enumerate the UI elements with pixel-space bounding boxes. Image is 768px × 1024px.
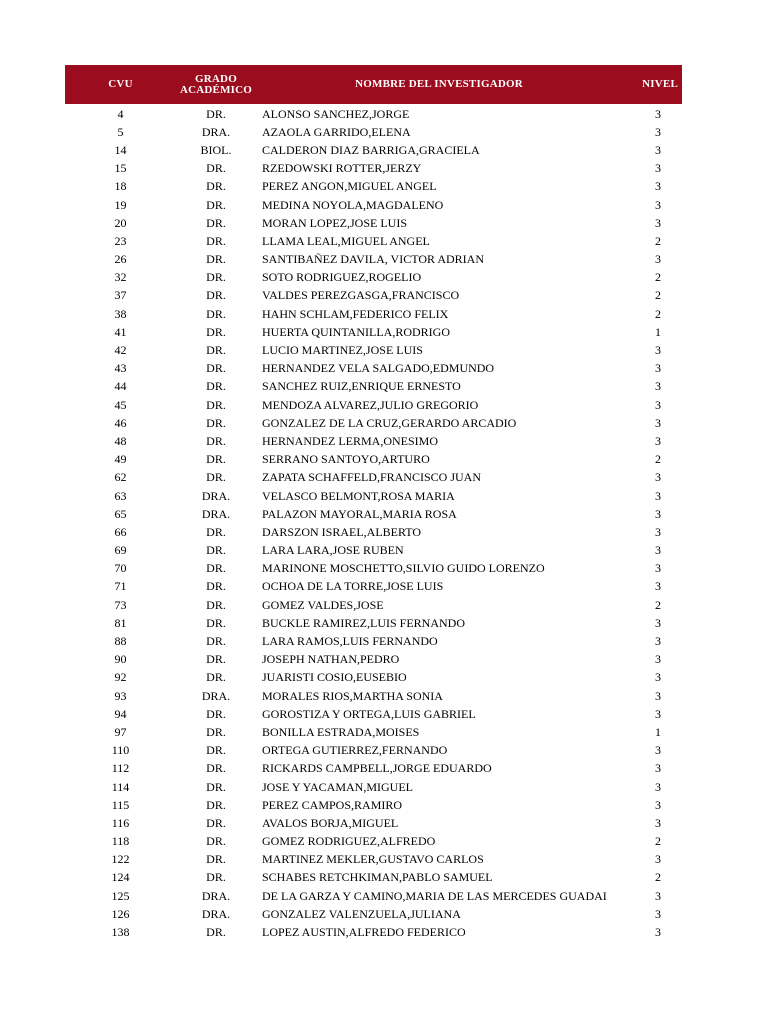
cell-nombre: JUARISTI COSIO,EUSEBIO xyxy=(262,670,407,685)
cell-nivel: 3 xyxy=(655,815,661,830)
cell-nivel: 3 xyxy=(655,906,661,921)
cell-grado: DR. xyxy=(206,597,226,612)
cell-grado: DR. xyxy=(206,452,226,467)
cell-grado: DR. xyxy=(206,161,226,176)
cell-nombre: ZAPATA SCHAFFELD,FRANCISCO JUAN xyxy=(262,470,481,485)
cell-nombre: LARA LARA,JOSE RUBEN xyxy=(262,543,404,558)
cell-cvu: 65 xyxy=(114,506,127,521)
cell-nivel: 3 xyxy=(655,561,661,576)
table-row xyxy=(65,596,682,614)
header-nivel: NIVEL xyxy=(642,78,678,90)
cell-nivel: 3 xyxy=(655,615,661,630)
cell-nombre: GOMEZ RODRIGUEZ,ALFREDO xyxy=(262,834,436,849)
cell-nombre: LUCIO MARTINEZ,JOSE LUIS xyxy=(262,343,423,358)
cell-nivel: 3 xyxy=(655,361,661,376)
table-row xyxy=(65,578,682,596)
cell-grado: DR. xyxy=(206,324,226,339)
table-row xyxy=(65,632,682,650)
header-cvu: CVU xyxy=(108,78,133,90)
cell-nombre: GONZALEZ VALENZUELA,JULIANA xyxy=(262,906,461,921)
table-row xyxy=(65,360,682,378)
table-body xyxy=(65,105,682,942)
cell-nombre: SANTIBAÑEZ DAVILA, VICTOR ADRIAN xyxy=(262,252,485,267)
cell-nivel: 3 xyxy=(655,852,661,867)
cell-nombre: GOROSTIZA Y ORTEGA,LUIS GABRIEL xyxy=(262,706,476,721)
cell-nivel: 3 xyxy=(655,252,661,267)
cell-nivel: 3 xyxy=(655,488,661,503)
cell-nombre: PEREZ ANGON,MIGUEL ANGEL xyxy=(262,179,437,194)
cell-nombre: RZEDOWSKI ROTTER,JERZY xyxy=(262,161,422,176)
table-row xyxy=(65,105,682,123)
cell-nivel: 3 xyxy=(655,179,661,194)
cell-nombre: SERRANO SANTOYO,ARTURO xyxy=(262,452,430,467)
table-row xyxy=(65,396,682,414)
researchers-table xyxy=(65,65,682,942)
cell-grado: BIOL. xyxy=(200,142,232,157)
cell-nivel: 2 xyxy=(655,870,661,885)
cell-nivel: 3 xyxy=(655,197,661,212)
cell-nombre: VELASCO BELMONT,ROSA MARIA xyxy=(262,488,455,503)
cell-nivel: 3 xyxy=(655,343,661,358)
cell-nivel: 2 xyxy=(655,306,661,321)
table-row xyxy=(65,178,682,196)
table-header xyxy=(65,65,682,104)
cell-grado: DR. xyxy=(206,524,226,539)
cell-cvu: 5 xyxy=(117,124,124,139)
table-row xyxy=(65,305,682,323)
table-row xyxy=(65,341,682,359)
table-row xyxy=(65,523,682,541)
cell-cvu: 46 xyxy=(114,415,127,430)
cell-nombre: AZAOLA GARRIDO,ELENA xyxy=(262,124,411,139)
cell-nivel: 2 xyxy=(655,270,661,285)
cell-nombre: GOMEZ VALDES,JOSE xyxy=(262,597,384,612)
table-row xyxy=(65,869,682,887)
cell-nombre: SCHABES RETCHKIMAN,PABLO SAMUEL xyxy=(262,870,493,885)
cell-nombre: LOPEZ AUSTIN,ALFREDO FEDERICO xyxy=(262,925,466,940)
cell-grado: DR. xyxy=(206,379,226,394)
table-row xyxy=(65,923,682,941)
cell-cvu: 118 xyxy=(111,834,130,849)
cell-grado: DR. xyxy=(206,925,226,940)
cell-nivel: 3 xyxy=(655,706,661,721)
table-row xyxy=(65,723,682,741)
cell-cvu: 49 xyxy=(114,452,127,467)
cell-nivel: 3 xyxy=(655,379,661,394)
cell-cvu: 43 xyxy=(114,361,127,376)
cell-nombre: PEREZ CAMPOS,RAMIRO xyxy=(262,797,403,812)
cell-grado: DR. xyxy=(206,433,226,448)
cell-nombre: HERNANDEZ VELA SALGADO,EDMUNDO xyxy=(262,361,495,376)
table-row xyxy=(65,833,682,851)
table-row xyxy=(65,323,682,341)
cell-cvu: 97 xyxy=(114,724,127,739)
cell-grado: DR. xyxy=(206,652,226,667)
cell-nivel: 2 xyxy=(655,452,661,467)
cell-cvu: 15 xyxy=(114,161,127,176)
cell-cvu: 14 xyxy=(114,142,127,157)
cell-cvu: 23 xyxy=(114,233,127,248)
cell-grado: DR. xyxy=(206,779,226,794)
table-row xyxy=(65,542,682,560)
cell-cvu: 81 xyxy=(114,615,127,630)
cell-cvu: 125 xyxy=(111,888,130,903)
cell-nombre: JOSEPH NATHAN,PEDRO xyxy=(262,652,400,667)
cell-cvu: 116 xyxy=(111,815,130,830)
table-row xyxy=(65,851,682,869)
cell-nivel: 3 xyxy=(655,579,661,594)
cell-nombre: HUERTA QUINTANILLA,RODRIGO xyxy=(262,324,451,339)
cell-grado: DR. xyxy=(206,615,226,630)
table-row xyxy=(65,214,682,232)
table-row xyxy=(65,487,682,505)
cell-grado: DR. xyxy=(206,579,226,594)
cell-cvu: 20 xyxy=(114,215,127,230)
cell-cvu: 38 xyxy=(114,306,127,321)
cell-grado: DR. xyxy=(206,870,226,885)
cell-nombre: JOSE Y YACAMAN,MIGUEL xyxy=(262,779,414,794)
cell-cvu: 42 xyxy=(114,343,127,358)
cell-cvu: 92 xyxy=(114,670,127,685)
cell-grado: DR. xyxy=(206,670,226,685)
cell-nombre: PALAZON MAYORAL,MARIA ROSA xyxy=(262,506,457,521)
cell-grado: DRA. xyxy=(201,488,231,503)
cell-nombre: SANCHEZ RUIZ,ENRIQUE ERNESTO xyxy=(262,379,461,394)
cell-cvu: 90 xyxy=(114,652,127,667)
cell-nivel: 1 xyxy=(655,724,661,739)
header-grado-line2: ACADÉMICO xyxy=(179,83,253,96)
table-row xyxy=(65,887,682,905)
cell-nombre: HAHN SCHLAM,FEDERICO FELIX xyxy=(262,306,449,321)
table-row xyxy=(65,232,682,250)
table-row xyxy=(65,251,682,269)
cell-cvu: 94 xyxy=(114,706,127,721)
cell-nombre: MARTINEZ MEKLER,GUSTAVO CARLOS xyxy=(262,852,484,867)
cell-grado: DR. xyxy=(206,288,226,303)
cell-cvu: 126 xyxy=(111,906,130,921)
cell-nivel: 3 xyxy=(655,433,661,448)
table-row xyxy=(65,469,682,487)
cell-nombre: BUCKLE RAMIREZ,LUIS FERNANDO xyxy=(262,615,466,630)
cell-cvu: 41 xyxy=(114,324,127,339)
cell-grado: DR. xyxy=(206,797,226,812)
cell-nombre: MARINONE MOSCHETTO,SILVIO GUIDO LORENZO xyxy=(262,561,545,576)
cell-nombre: ORTEGA GUTIERREZ,FERNANDO xyxy=(262,743,448,758)
cell-nombre: DARSZON ISRAEL,ALBERTO xyxy=(262,524,422,539)
table-row xyxy=(65,614,682,632)
cell-nivel: 3 xyxy=(655,925,661,940)
cell-nombre: OCHOA DE LA TORRE,JOSE LUIS xyxy=(262,579,444,594)
cell-cvu: 112 xyxy=(111,761,130,776)
cell-grado: DR. xyxy=(206,634,226,649)
cell-cvu: 122 xyxy=(111,852,130,867)
cell-nivel: 3 xyxy=(655,215,661,230)
cell-nombre: HERNANDEZ LERMA,ONESIMO xyxy=(262,433,438,448)
cell-grado: DRA. xyxy=(201,888,231,903)
cell-nombre: SOTO RODRIGUEZ,ROGELIO xyxy=(262,270,422,285)
cell-grado: DR. xyxy=(206,361,226,376)
cell-cvu: 69 xyxy=(114,543,127,558)
cell-nombre: DE LA GARZA Y CAMINO,MARIA DE LAS MERCEDES GUADAI xyxy=(262,888,607,903)
cell-cvu: 62 xyxy=(114,470,127,485)
cell-cvu: 88 xyxy=(114,634,127,649)
cell-nivel: 3 xyxy=(655,797,661,812)
cell-nivel: 3 xyxy=(655,142,661,157)
table-row xyxy=(65,269,682,287)
cell-nivel: 3 xyxy=(655,161,661,176)
table-row xyxy=(65,451,682,469)
cell-grado: DR. xyxy=(206,215,226,230)
header-grado-line1: GRADO xyxy=(195,72,237,85)
table-row xyxy=(65,814,682,832)
cell-cvu: 19 xyxy=(114,197,127,212)
cell-nombre: MORAN LOPEZ,JOSE LUIS xyxy=(262,215,408,230)
cell-nivel: 2 xyxy=(655,834,661,849)
cell-cvu: 110 xyxy=(111,743,130,758)
cell-grado: DR. xyxy=(206,415,226,430)
cell-cvu: 32 xyxy=(114,270,127,285)
cell-cvu: 48 xyxy=(114,433,127,448)
cell-nivel: 2 xyxy=(655,288,661,303)
header-grado xyxy=(176,74,256,96)
cell-nivel: 3 xyxy=(655,470,661,485)
cell-cvu: 93 xyxy=(114,688,127,703)
cell-grado: DRA. xyxy=(201,506,231,521)
cell-grado: DR. xyxy=(206,834,226,849)
cell-grado: DR. xyxy=(206,197,226,212)
cell-grado: DR. xyxy=(206,852,226,867)
table-row xyxy=(65,414,682,432)
table-row xyxy=(65,432,682,450)
cell-cvu: 4 xyxy=(117,106,124,121)
cell-nivel: 3 xyxy=(655,397,661,412)
cell-grado: DR. xyxy=(206,252,226,267)
cell-nombre: RICKARDS CAMPBELL,JORGE EDUARDO xyxy=(262,761,492,776)
table-row xyxy=(65,651,682,669)
cell-nombre: CALDERON DIAZ BARRIGA,GRACIELA xyxy=(262,142,480,157)
cell-cvu: 66 xyxy=(114,524,127,539)
cell-nivel: 2 xyxy=(655,233,661,248)
cell-grado: DRA. xyxy=(201,124,231,139)
table-row xyxy=(65,287,682,305)
cell-grado: DR. xyxy=(206,106,226,121)
cell-nivel: 3 xyxy=(655,506,661,521)
cell-grado: DR. xyxy=(206,179,226,194)
cell-cvu: 70 xyxy=(114,561,127,576)
cell-grado: DR. xyxy=(206,706,226,721)
cell-grado: DRA. xyxy=(201,688,231,703)
cell-nombre: LARA RAMOS,LUIS FERNANDO xyxy=(262,634,438,649)
cell-cvu: 63 xyxy=(114,488,127,503)
table-row xyxy=(65,760,682,778)
cell-grado: DR. xyxy=(206,561,226,576)
cell-grado: DR. xyxy=(206,233,226,248)
cell-cvu: 44 xyxy=(114,379,127,394)
table-row xyxy=(65,905,682,923)
cell-cvu: 114 xyxy=(111,779,130,794)
table-row xyxy=(65,778,682,796)
table-row xyxy=(65,669,682,687)
cell-nombre: MENDOZA ALVAREZ,JULIO GREGORIO xyxy=(262,397,479,412)
cell-grado: DR. xyxy=(206,815,226,830)
cell-cvu: 26 xyxy=(114,252,127,267)
cell-cvu: 37 xyxy=(114,288,127,303)
cell-nivel: 3 xyxy=(655,652,661,667)
table-row xyxy=(65,796,682,814)
cell-nombre: AVALOS BORJA,MIGUEL xyxy=(262,815,399,830)
cell-grado: DR. xyxy=(206,397,226,412)
table-row xyxy=(65,505,682,523)
cell-nombre: MORALES RIOS,MARTHA SONIA xyxy=(262,688,443,703)
cell-grado: DR. xyxy=(206,270,226,285)
cell-nivel: 3 xyxy=(655,743,661,758)
table-row xyxy=(65,196,682,214)
table-row xyxy=(65,705,682,723)
cell-grado: DR. xyxy=(206,743,226,758)
cell-cvu: 138 xyxy=(111,925,130,940)
cell-grado: DR. xyxy=(206,761,226,776)
cell-nivel: 3 xyxy=(655,670,661,685)
cell-nombre: ALONSO SANCHEZ,JORGE xyxy=(262,106,410,121)
cell-cvu: 71 xyxy=(114,579,127,594)
cell-grado: DRA. xyxy=(201,906,231,921)
table-row xyxy=(65,123,682,141)
cell-nombre: BONILLA ESTRADA,MOISES xyxy=(262,724,420,739)
cell-nivel: 3 xyxy=(655,688,661,703)
cell-cvu: 73 xyxy=(114,597,127,612)
cell-nivel: 3 xyxy=(655,524,661,539)
cell-nivel: 1 xyxy=(655,324,661,339)
cell-nivel: 3 xyxy=(655,634,661,649)
table-row xyxy=(65,742,682,760)
cell-nivel: 3 xyxy=(655,761,661,776)
table-row xyxy=(65,141,682,159)
table-row xyxy=(65,560,682,578)
cell-cvu: 18 xyxy=(114,179,127,194)
cell-cvu: 124 xyxy=(111,870,130,885)
cell-nivel: 3 xyxy=(655,543,661,558)
cell-nivel: 3 xyxy=(655,415,661,430)
cell-nivel: 2 xyxy=(655,597,661,612)
cell-nivel: 3 xyxy=(655,124,661,139)
table-row xyxy=(65,160,682,178)
cell-grado: DR. xyxy=(206,306,226,321)
cell-nivel: 3 xyxy=(655,106,661,121)
cell-grado: DR. xyxy=(206,343,226,358)
cell-grado: DR. xyxy=(206,724,226,739)
table-row xyxy=(65,687,682,705)
header-nombre: NOMBRE DEL INVESTIGADOR xyxy=(355,78,523,90)
table-row xyxy=(65,378,682,396)
cell-nivel: 3 xyxy=(655,779,661,794)
cell-nombre: GONZALEZ DE LA CRUZ,GERARDO ARCADIO xyxy=(262,415,517,430)
cell-cvu: 45 xyxy=(114,397,127,412)
cell-nivel: 3 xyxy=(655,888,661,903)
cell-grado: DR. xyxy=(206,543,226,558)
cell-nombre: LLAMA LEAL,MIGUEL ANGEL xyxy=(262,233,430,248)
cell-grado: DR. xyxy=(206,470,226,485)
cell-cvu: 115 xyxy=(111,797,130,812)
cell-nombre: VALDES PEREZGASGA,FRANCISCO xyxy=(262,288,460,303)
cell-nombre: MEDINA NOYOLA,MAGDALENO xyxy=(262,197,444,212)
